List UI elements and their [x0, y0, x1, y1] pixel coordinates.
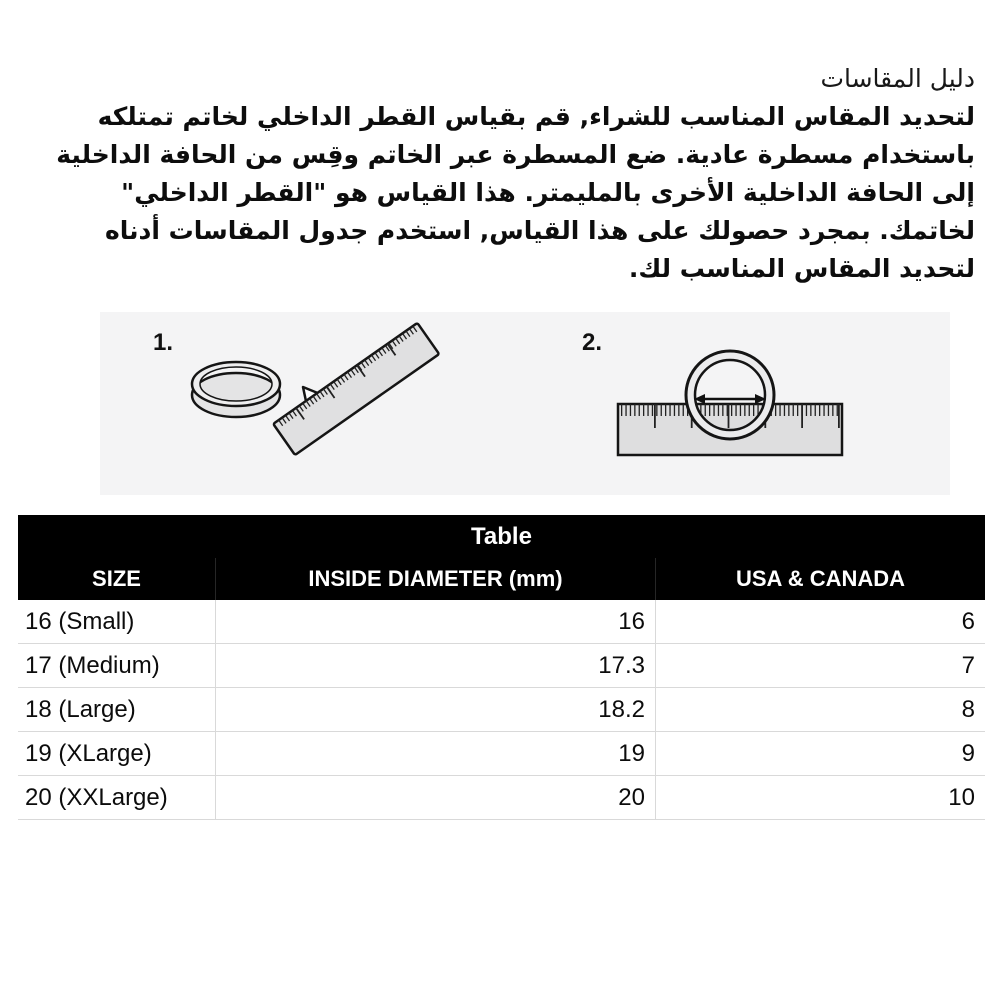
step1-number: 1. — [153, 329, 174, 356]
table-header-row — [18, 558, 985, 600]
diameter-cell: 20 — [215, 776, 655, 819]
table-title: Table — [18, 515, 985, 558]
size-guide-heading: دليل المقاسات — [820, 64, 975, 93]
column-header-inside-diameter: INSIDE DIAMETER (mm) — [215, 558, 655, 600]
guide-line-2: باستخدام مسطرة عادية. ضع المسطرة عبر الخاتم وقِس من الحافة الداخلية — [56, 140, 975, 169]
size-cell: 16 (Small) — [25, 607, 135, 635]
usa-size-cell: 6 — [655, 600, 985, 643]
diameter-cell: 17.3 — [215, 644, 655, 687]
usa-size-cell: 7 — [655, 644, 985, 687]
ring-side-icon — [192, 362, 280, 417]
guide-line-3: إلى الحافة الداخلية الأخرى بالمليمتر. هذا القياس هو "القطر الداخلي" — [121, 178, 975, 207]
guide-line-1: لتحديد المقاس المناسب للشراء, قم بقياس القطر الداخلي لخاتم تمتلكه — [97, 102, 975, 131]
measurement-illustration — [100, 312, 950, 495]
size-cell: 20 (XXLarge) — [25, 783, 168, 811]
measurement-diagram — [100, 312, 950, 495]
table-row — [18, 775, 985, 819]
step2-number: 2. — [582, 329, 603, 356]
size-cell: 19 (XLarge) — [25, 739, 152, 767]
diameter-cell: 18.2 — [215, 688, 655, 731]
size-guide-text — [56, 60, 975, 288]
size-table — [18, 515, 985, 820]
diameter-arrow-icon — [694, 394, 766, 404]
diameter-cell: 19 — [215, 732, 655, 775]
column-header-size: SIZE — [92, 566, 141, 591]
diameter-cell: 16 — [215, 600, 655, 643]
tilted-ruler-icon — [273, 323, 439, 455]
usa-size-cell: 8 — [655, 688, 985, 731]
table-body — [18, 600, 985, 820]
usa-size-cell: 10 — [655, 776, 985, 819]
table-row — [18, 643, 985, 687]
size-cell: 17 (Medium) — [25, 651, 160, 679]
column-header-usa-canada: USA & CANADA — [655, 558, 985, 600]
guide-line-4: لخاتمك. بمجرد حصولك على هذا القياس, استخدم جدول المقاسات أدناه — [105, 216, 975, 245]
size-cell: 18 (Large) — [25, 695, 136, 723]
usa-size-cell: 9 — [655, 732, 985, 775]
table-row — [18, 731, 985, 775]
table-row — [18, 687, 985, 731]
table-row — [18, 600, 985, 643]
guide-line-5: لتحديد المقاس المناسب لك. — [628, 254, 975, 283]
